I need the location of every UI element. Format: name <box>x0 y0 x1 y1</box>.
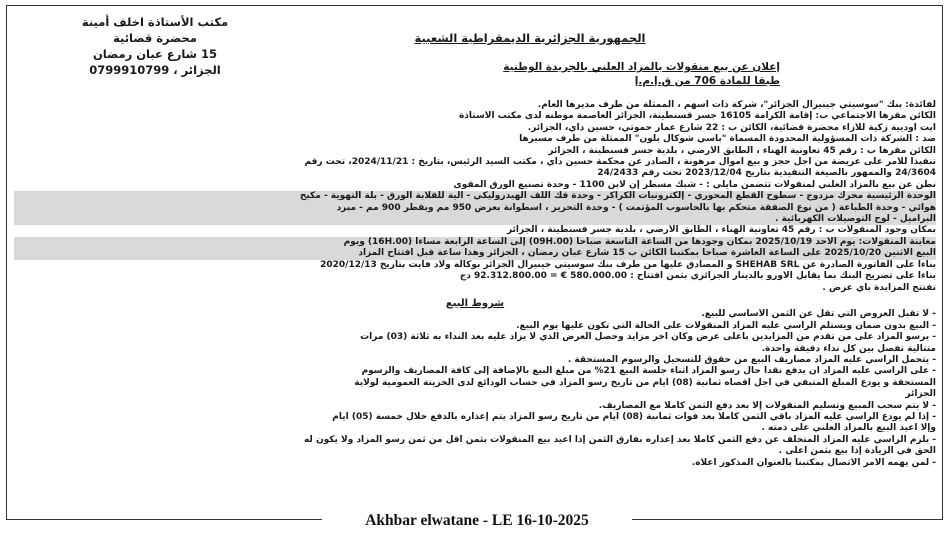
condition-line: - يتحمل الراسي عليه المزاد مصاريف البيع من حقوق للتسجيل والرسوم المستحقة . <box>567 354 936 365</box>
condition-line: - يرسو المزاد على من تقدم من المزايدين بأعلى عرض وكان آخر مزايد وحصل العرض الذي لا يزاد عليه بعد النداء به ثلاثة (03) مرات <box>360 332 936 343</box>
body-line: لفائدة: بنك "سوسيتي جينيرال الجزائر"، شركة ذات أسهم ، الممثلة من طرف مديرها العام. <box>537 100 936 110</box>
office-phone: 0799910799 <box>89 63 170 77</box>
body-line: الكائن مقرها ب : رقم 45 تعاونية الهناء ، الطابق الأرضي ، بلدية جسر قسنطينة ، الجزائر <box>548 145 936 156</box>
announcement-reference: طبقا للمادة 706 من ق.إ.م.إ <box>634 75 780 87</box>
body-line: بمكان وجود المنقولات ب : رقم 45 تعاونية الهناء ، الطابق الأرضي ، بلدية جسر قسنطينة ، الجزائر <box>506 225 936 236</box>
condition-line: - البيع بدون ضمان ويستلم الراسي عليه المزاد المنقولات على الحالة التي تكون عليها يوم البيع. <box>516 320 936 331</box>
body-line: بناءا على تصريح البنك بما يقابل الأورو بالدينار الجزائري بثمن افتتاح : 580.000.00 € = 92.312.800.00 دج <box>459 271 936 282</box>
condition-line: - لا يتم سحب المبيع وتسليم المنقولات إلا بعد دفع الثمن كاملا مع المصاريف. <box>598 400 936 411</box>
office-address: 15 شارع عبان رمضان <box>92 47 218 61</box>
body-line: ضد : الشركة ذات المسؤولية المحدودة المسماة "باسي شوكال بلون" الممثلة من طرف مسيرها <box>519 134 936 145</box>
body-line: تفتتح المزايدة بأي عرض . <box>822 282 936 293</box>
condition-line: المستحقة و يودع المبلغ المتبقي في أجل أقصاه ثمانية (08) أيام من تاريخ رسو المزاد في حساب الودائع لدى الخزينة العمومية لولاية <box>354 377 936 388</box>
publication-footer: Akhbar elwatane - LE 16-10-2025 <box>322 512 632 530</box>
condition-line: - لمن يهمه الأمر الاتصال بمكتبنا بالعنوان المذكور أعلاه. <box>691 457 936 468</box>
condition-line: وإلا أعيد البيع بالمزاد العلني على ذمته . <box>761 423 936 434</box>
body-line: تنفيذا للأمر على عريضة من أجل حجز و بيع أموال مرهونة ، الصادر عن محكمة حسين داي ، مكتب السيد الرئيس، بتاريخ : 2024/11/21، تحت رقم <box>304 157 936 168</box>
body-line: معاينة المنقولات: يوم الأحد 2025/10/19 بمكان وجودها من الساعة التاسعة صباحا (09H.00) إلى الساعة الرابعة مساءا (16H.00) ويوم <box>14 237 936 248</box>
office-title: محضرة قضائية <box>113 31 197 45</box>
body-line: الوحدة الرئيسية محرك مزدوج - سطوح القطع المحوري - إلكترونيات الكراكر - وحدة فك اللف الهيدروليكي - آلية للقلابة الورق - بلة التهوية - مكبح <box>14 191 936 202</box>
condition-line: - لا تقبل العروض التي تقل عن الثمن الأساسي للبيع. <box>701 309 936 320</box>
body-line: هوائي - وحدة الطباعة ( من نوع الصفقة متحكم بها بالحاسوب المؤتمت ) - وحدة التحرير ، أسطوانة بعرض 950 مم وبقطر 900 مم - مبرد <box>14 203 936 214</box>
republic-heading: الجمهورية الجزائرية الديمقراطية الشعبية <box>414 31 646 45</box>
body-line: البيع الاثنين 2025/10/20 على الساعة العاشرة صباحا بمكتبنا الكائن ب 15 شارع عبان رمضان ، الجزائر وهذا ساعة قبل افتتاح المزاد <box>14 248 936 259</box>
condition-line: الجزائر <box>905 389 936 400</box>
body-line: أيت أوديية زكية للأزاء محضرة قضائية، الكائن ب : 22 شارع عمار حموتي، حسين داي، الجزائر. <box>527 122 936 133</box>
condition-line: - على الراسي عليه المزاد أن يدفع نقدا حال رسو المزاد أثناء جلسة البيع 21% من مبلغ البيع بالإضافة إلى كافة المصاريف والرسوم <box>361 366 936 377</box>
body-line: الكائن مقرها الاجتماعي ب: إقامة الكرامة 16105 جسر قسنطينة، الجزائر العاصمة موطنه لدى مكتب الأستاذة <box>458 111 936 122</box>
body-line: 24/3604 والممهور بالصيغة التنفيذية بتاريخ 2023/12/04 تحت رقم 24/2433 <box>597 168 936 179</box>
condition-line: - إذا لم يودع الراسي عليه المزاد باقي الثمن كاملا بعد فوات ثمانية (08) أيام من تاريخ رسو المزاد يتم إعذاره بالدفع خلال خمسة (05) أيام <box>332 411 936 422</box>
body-line: نطن عن بيع بالمزاد العلني لمنقولات تتضمن مايلي : - شبك مسطر إن لاين 1100 - وحدة تصنيع الورق المقوى <box>453 179 936 190</box>
conditions-heading: شروط البيع <box>445 297 505 309</box>
body-line: بناءا على الفاتورة الصادرة عن SHEHAB SRL و المصادق عليها من طرف بنك سوسيتي جينيرال الجزائر بوكالة ولاد فايت بتاريخ 2020/12/13 <box>320 259 936 270</box>
announcement-body <box>14 100 936 469</box>
office-city: الجزائر ، <box>173 63 221 77</box>
condition-line: - يلزم الراسي عليه المزاد المتخلف عن دفع الثمن كاملا بعد إعذاره بفارق الثمن إذا أعيد بيع المنقولات بثمن أقل من ثمن رسو المزاد ولا يكون له <box>303 434 936 445</box>
office-name: مكتب الأستاذة اخلف أمينة <box>81 15 229 29</box>
body-line: البراميل - لوح التوصيلات الكهربائية . <box>14 214 936 225</box>
bailiff-office-block <box>40 14 270 78</box>
office-city-phone <box>40 62 270 78</box>
condition-line: متتالية تفصل بين كل نداء دقيقة واحدة. <box>761 343 936 354</box>
announcement-heading <box>300 60 780 88</box>
condition-line: الحق في الزيادة إذا بيع بثمن أعلى . <box>778 446 936 457</box>
announcement-title: إعلان عن بيع منقولات بالمزاد العلني بالجريدة الوطنية <box>503 61 780 73</box>
